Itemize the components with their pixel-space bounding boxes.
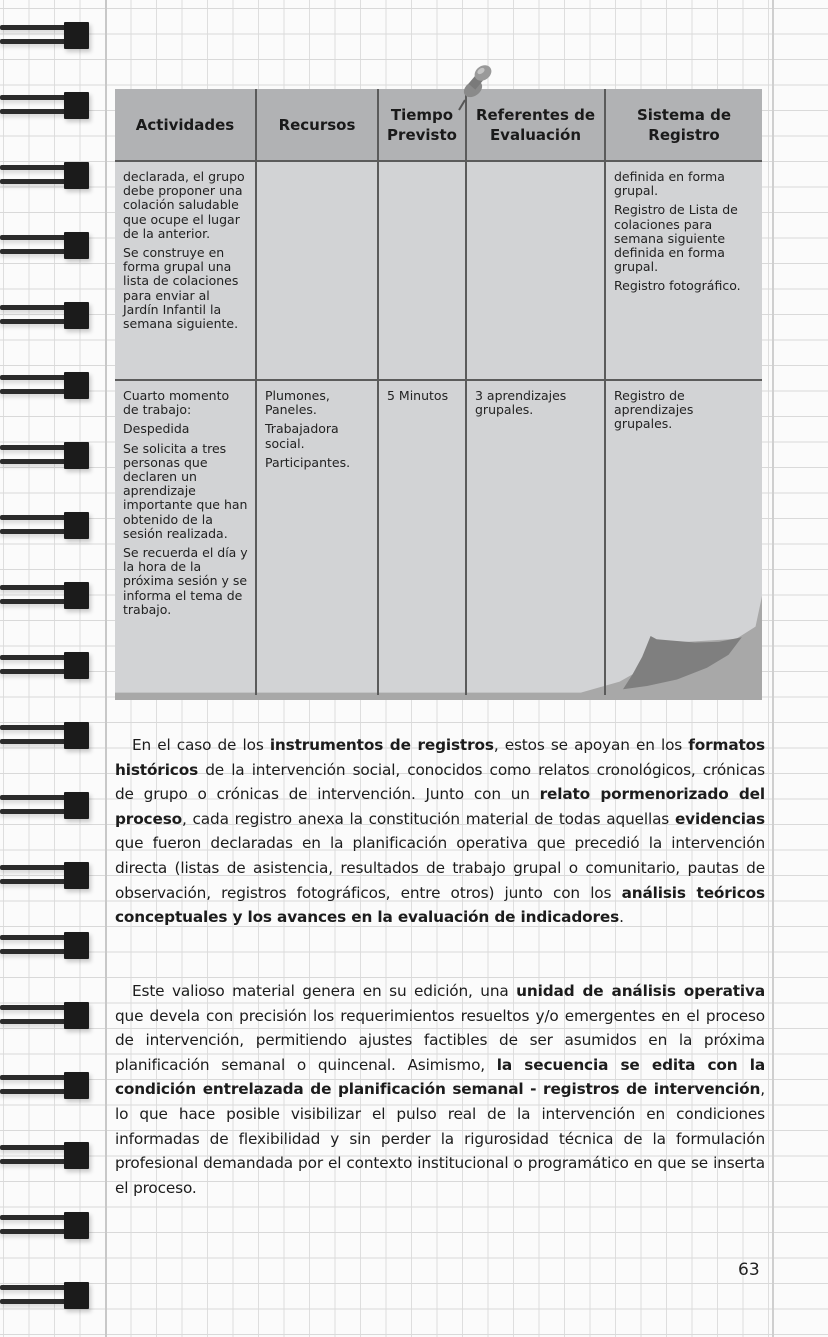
cell-text: Registro de aprendizajes grupales. — [614, 388, 694, 432]
bold-run: unidad de análisis operativa — [516, 982, 765, 1000]
spiral-ring-icon — [0, 1142, 90, 1169]
cell-text: Plumones, Paneles. — [265, 388, 330, 418]
spiral-ring-icon — [0, 1282, 90, 1309]
header-line: Sistema de — [636, 105, 732, 124]
text-run: , cada registro anexa la constitución material de todas aquellas — [182, 809, 675, 828]
header-line: Evaluación — [489, 125, 582, 144]
spiral-ring-icon — [0, 92, 90, 119]
header-line: Tiempo — [390, 105, 454, 124]
cell-text: definida en forma grupal. — [614, 169, 725, 199]
spiral-ring-icon — [0, 232, 90, 259]
bold-run: la secuencia se edita con la condición entrelazada de planificación semanal - registros de intervención — [115, 1055, 766, 1099]
cell-tiempo — [378, 161, 466, 380]
cell-text: Trabajadora social. — [265, 421, 339, 451]
text-run: , lo que hace posible visibilizar el pulso real de la intervención en condiciones informadas de flexibilidad y sin perder la rigurosidad técnica de la formulación profesional demandada por el contexto institucional o programático en que se inserta el proceso. — [115, 1080, 765, 1197]
spiral-ring-icon — [0, 302, 90, 329]
table-row — [115, 380, 762, 695]
cell-text: Se solicita a tres personas que declaren un aprendizaje importante que han obtenido de la sesión realizada. — [123, 440, 248, 541]
cell-recursos — [256, 380, 378, 695]
text-run: de la intervención social, conocidos como relatos cronológicos, crónicas de grupo o crónicas de intervención. Junto con un — [115, 760, 765, 804]
bold-run: evidencias — [674, 809, 765, 828]
cell-text: Registro de Lista de colaciones para semana siguiente definida en forma grupal. — [614, 202, 738, 275]
spiral-ring-icon — [0, 162, 90, 189]
cell-tiempo: 5 Minutos — [378, 380, 466, 695]
cell-text: Se construye en forma grupal una lista de colaciones para enviar al Jardín Infantil la semana siguiente. — [123, 245, 239, 332]
notebook-margin-line — [105, 0, 107, 1337]
text-run: . — [619, 908, 624, 927]
cell-text: Cuarto momento de trabajo: — [123, 388, 230, 418]
spiral-ring-icon — [0, 372, 90, 399]
bold-run: instrumentos de registros — [269, 736, 494, 754]
col-header-recursos: Recursos — [256, 89, 378, 161]
planning-table-card — [115, 89, 762, 700]
spiral-ring-icon — [0, 932, 90, 959]
spiral-ring-icon — [0, 792, 90, 819]
cell-referentes: 3 aprendizajes grupales. — [466, 380, 605, 695]
spiral-ring-icon — [0, 652, 90, 679]
spiral-ring-icon — [0, 1072, 90, 1099]
spiral-ring-icon — [0, 22, 90, 49]
page-number: 63 — [738, 1260, 760, 1280]
cell-referentes — [466, 161, 605, 380]
col-header-sistema — [605, 89, 762, 161]
col-header-tiempo — [378, 89, 466, 161]
bold-run: relato pormenorizado del proceso — [115, 785, 765, 828]
bold-run: análisis teóricos conceptuales y los avances en la evaluación de indicadores — [115, 883, 765, 927]
spiral-ring-icon — [0, 1212, 90, 1239]
spiral-ring-icon — [0, 442, 90, 469]
cell-actividades — [115, 161, 256, 380]
table-row — [115, 161, 762, 380]
text-run: En el caso de los — [132, 736, 270, 754]
table-header-row — [115, 89, 762, 161]
notebook-right-margin — [772, 0, 828, 1337]
planning-table — [115, 89, 762, 695]
cell-text: Registro fotográfico. — [614, 278, 741, 294]
col-header-actividades: Actividades — [115, 89, 256, 161]
cell-text: Despedida — [123, 421, 190, 437]
spiral-binding — [0, 0, 100, 1337]
header-line: Previsto — [387, 125, 457, 144]
text-run: que devela con precisión los requerimientos resueltos y/o emergentes en el proceso de intervención, permitiendo ajustes factibles de ser asumidos en la próxima planificación semanal o quincenal. Asimismo, — [115, 1006, 765, 1074]
spiral-ring-icon — [0, 722, 90, 749]
header-line: Registro — [648, 125, 720, 144]
spiral-ring-icon — [0, 512, 90, 539]
header-line: Referentes de — [475, 105, 596, 124]
paragraph-material — [115, 979, 765, 1200]
spiral-ring-icon — [0, 582, 90, 609]
cell-sistema — [605, 161, 762, 380]
cell-actividades — [115, 380, 256, 695]
text-run: que fueron declaradas en la planificación operativa que precedió la intervención directa (listas de asistencia, resultados de trabajo grupal o comunitario, pautas de observación, registros fotográficos, entre otros) junto con los — [115, 834, 765, 902]
text-run: , estos se apoyan en los — [493, 736, 689, 754]
text-run: Este valioso material genera en su edición, una — [132, 982, 517, 1000]
bold-run: formatos históricos — [115, 736, 765, 779]
cell-recursos — [256, 161, 378, 380]
cell-sistema — [605, 380, 762, 695]
spiral-ring-icon — [0, 1002, 90, 1029]
spiral-ring-icon — [0, 862, 90, 889]
cell-text: Participantes. — [265, 454, 351, 470]
cell-text: declarada, el grupo debe proponer una colación saludable que ocupe el lugar de la anterior. — [123, 169, 245, 241]
paragraph-registros — [115, 733, 765, 930]
cell-text: Se recuerda el día y la hora de la próxima sesión y se informa el tema de trabajo. — [123, 545, 248, 617]
pushpin-icon — [456, 62, 496, 122]
